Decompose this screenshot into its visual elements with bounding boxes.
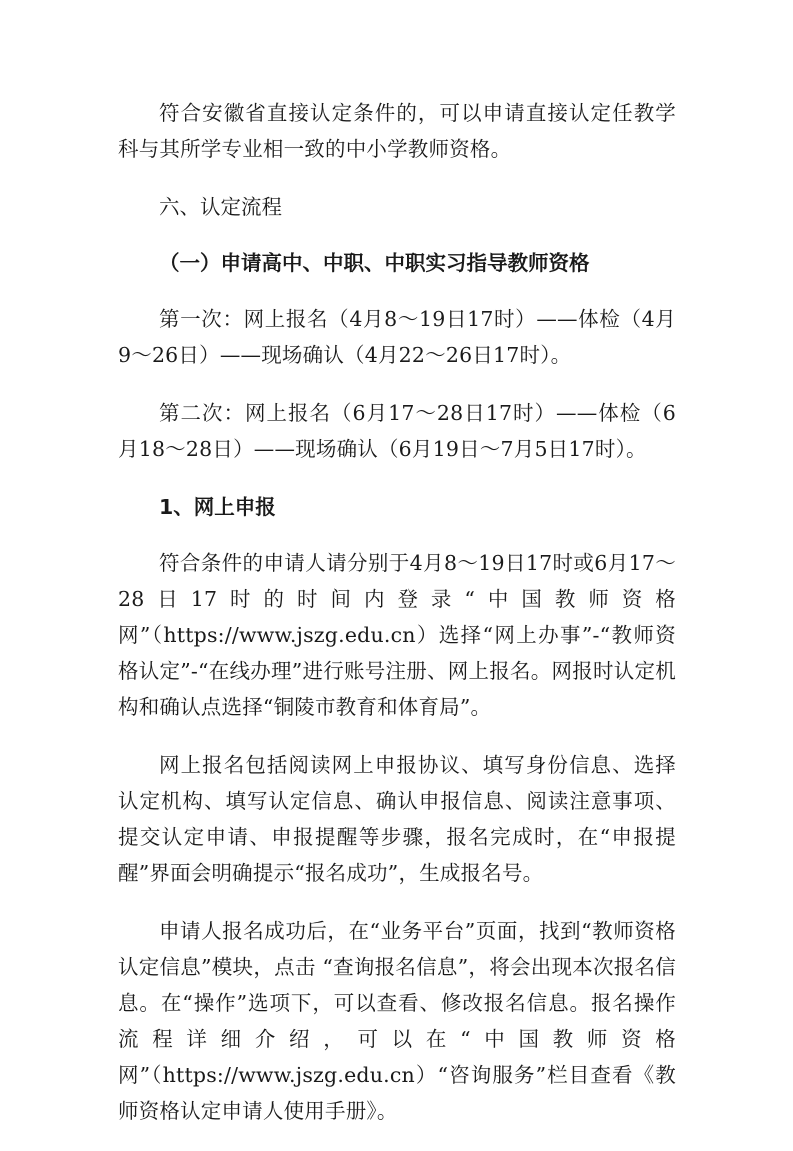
paragraph-first-round: 第一次：网上报名（4月8～19日17时）——体检（4月9～26日）——现场确认（4月22～26日17时）。 [118, 307, 676, 367]
section-heading-procedure: 六、认定流程 [159, 195, 282, 219]
paragraph-registration-steps: 网上报名包括阅读网上申报协议、填写身份信息、选择认定机构、填写认定信息、确认申报信息、阅读注意事项、提交认定申请、申报提醒等步骤，报名完成时，在“申报提醒”界面会明确提示“报名成功”，生成报名号。 [118, 753, 676, 885]
subsection-heading-high-school: （一）申请高中、中职、中职实习指导教师资格 [159, 251, 590, 275]
subsection-heading-online-apply: 1、网上申报 [159, 495, 276, 519]
paragraph-after-registration: 申请人报名成功后，在“业务平台”页面，找到“教师资格认定信息”模块，点击 “查询报名信息”，将会出现本次报名信息。在“操作”选项下，可以查看、修改报名信息。报名操作流程详细介绍，可以在“中国教师资格网”（https://www.jszg.edu.cn）“咨询服务”栏目查看《教师资格认定申请人使用手册》。 [118, 919, 676, 1123]
paragraph-online-apply: 符合条件的申请人请分别于4月8～19日17时或6月17～28日17时的时间内登录“中国教师资格网”（https://www.jszg.edu.cn）选择“网上办事”-“教师资格认定”-“在线办理”进行账号注册、网上报名。网报时认定机构和确认点选择“铜陵市教育和体育局”。 [118, 551, 676, 719]
paragraph-second-round: 第二次：网上报名（6月17～28日17时）——体检（6月18～28日）——现场确认（6月19日～7月5日17时）。 [118, 401, 676, 461]
document-body [118, 95, 676, 1151]
paragraph-direct-certification: 符合安徽省直接认定条件的，可以申请直接认定任教学科与其所学专业相一致的中小学教师资格。 [118, 101, 676, 161]
